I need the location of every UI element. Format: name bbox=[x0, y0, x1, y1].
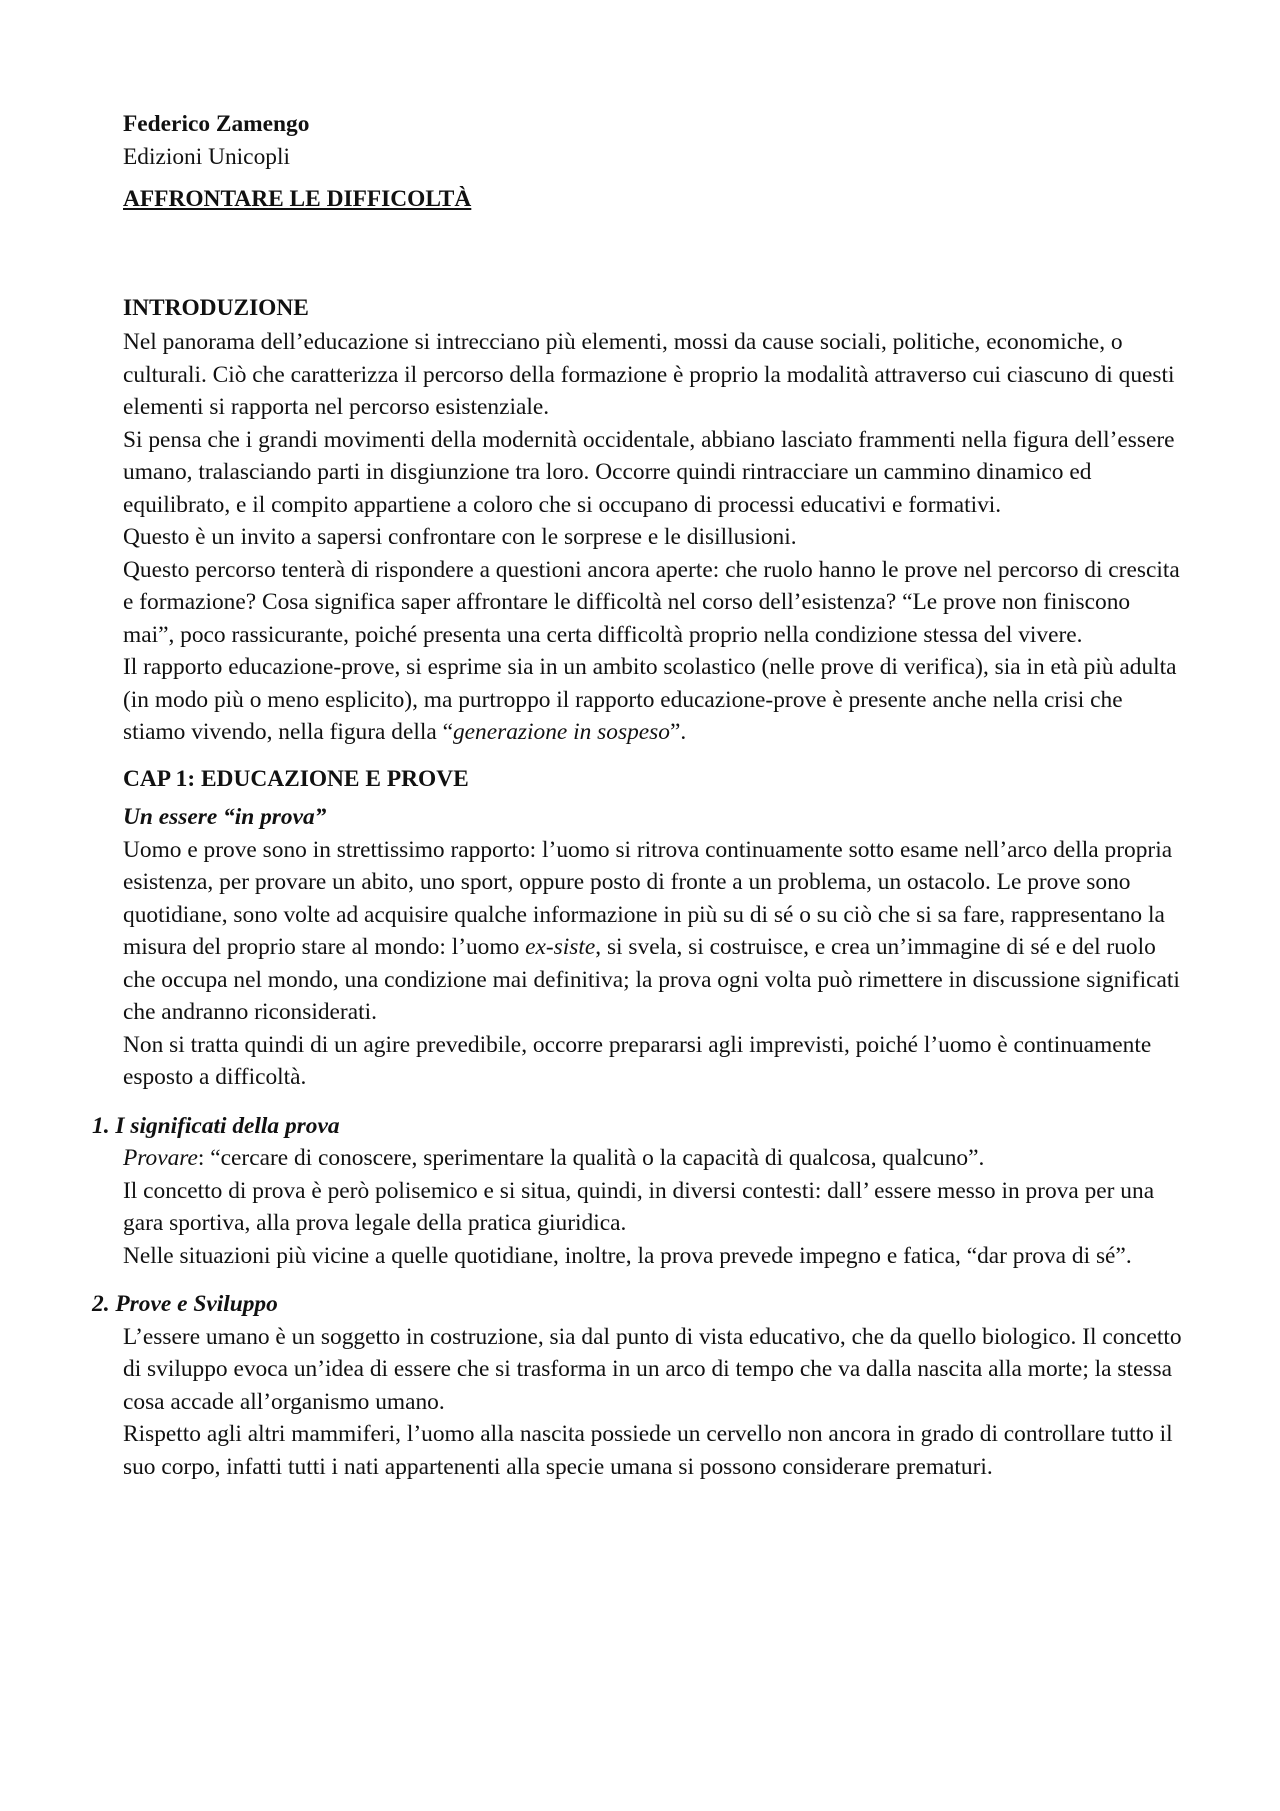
section-2-heading: 2. Prove e Sviluppo bbox=[92, 1291, 278, 1317]
section-1-definition bbox=[123, 1142, 1183, 1175]
section-1-heading: 1. I significati della prova bbox=[92, 1112, 340, 1139]
intro-text: Il rapporto educazione-prove, si esprime sia in un ambito scolastico (nelle prove di verifica), sia in età più adulta (in modo più o meno esplicito), ma purtroppo il rapporto educazione-prove è presente anche nella crisi che stiamo vivendo, nella figura della “ bbox=[123, 654, 1177, 745]
section-1-paragraph-2: Nelle situazioni più vicine a quelle quotidiane, inoltre, la prova prevede impegno e fatica, “dar prova di sé”. bbox=[123, 1242, 1132, 1269]
chapter-1-paragraph-1 bbox=[123, 834, 1183, 1029]
section-2-paragraph-2: Rispetto agli altri mammiferi, l’uomo alla nascita possiede un cervello non ancora in grado di controllare tutto il suo corpo, infatti tutti i nati appartenenti alla specie umana si possono considerare prematuri. bbox=[123, 1421, 1173, 1480]
intro-paragraph-4: Questo percorso tenterà di rispondere a questioni ancora aperte: che ruolo hanno le prove nel percorso di crescita e formazione? Cosa significa saper affrontare le difficoltà nel corso dell’esistenza? “Le prove non finiscono mai”, poco rassicurante, poiché presenta una certa difficoltà proprio nella condizione stessa del vivere. bbox=[123, 556, 1180, 648]
chapter-1-text: Uomo e prove sono in strettissimo rapporto: l’uomo si ritrova continuamente sotto esame nell’arco della propria esistenza, per provare un abito, uno sport, oppure posto di fronte a un problema, un ostacolo. Le prove sono quotidiane, sono volte ad acquisire qualche informazione in più su di sé o su ciò che si sa fare, rappresentano la misura del proprio stare al mondo: l’uomo bbox=[123, 836, 1173, 960]
document-page bbox=[92, 108, 1183, 1483]
intro-heading: INTRODUZIONE bbox=[123, 294, 309, 321]
intro-paragraph-5 bbox=[123, 651, 1183, 749]
chapter-1-paragraph-2: Non si tratta quindi di un agire prevedibile, occorre prepararsi agli imprevisti, poiché l’uomo è continuamente esposto a difficoltà. bbox=[123, 1031, 1152, 1090]
intro-italic-phrase: generazione in sospeso bbox=[452, 719, 670, 745]
author-name: Federico Zamengo bbox=[123, 111, 310, 137]
definition-term: Provare bbox=[123, 1145, 198, 1171]
intro-text-end: ”. bbox=[669, 719, 687, 745]
document-title: AFFRONTARE LE DIFFICOLTÀ bbox=[123, 186, 472, 212]
intro-paragraph-1: Nel panorama dell’educazione si intrecciano più elementi, mossi da cause sociali, politiche, economiche, o culturali. Ciò che caratterizza il percorso della formazione è proprio la modalità attraverso cui ciascuno di questi elementi si rapporta nel percorso esistenziale. bbox=[123, 329, 1175, 420]
intro-paragraph-3: Questo è un invito a sapersi confrontare con le sorprese e le disillusioni. bbox=[123, 524, 797, 550]
chapter-1-subheading: Un essere “in prova” bbox=[123, 804, 327, 830]
chapter-1-italic-term: ex-siste bbox=[525, 934, 596, 960]
chapter-1-text-end: , si svela, si costruisce, e crea un’immagine di sé e del ruolo che occupa nel mondo, una condizione mai definitiva; la prova ogni volta può rimettere in discussione significati che andranno riconsiderati. bbox=[123, 934, 1180, 1025]
intro-paragraph-2: Si pensa che i grandi movimenti della modernità occidentale, abbiano lasciato frammenti nella figura dell’essere umano, tralasciando parti in disgiunzione tra loro. Occorre quindi rintracciare un cammino dinamico ed equilibrato, e il compito appartiene a coloro che si occupano di processi educativi e formativi. bbox=[123, 426, 1175, 518]
chapter-1-heading: CAP 1: EDUCAZIONE E PROVE bbox=[123, 765, 469, 792]
definition-text: : “cercare di conoscere, sperimentare la qualità o la capacità di qualcosa, qualcuno”. bbox=[197, 1145, 985, 1171]
publisher-name: Edizioni Unicopli bbox=[123, 143, 290, 170]
section-2-paragraph-1: L’essere umano è un soggetto in costruzione, sia dal punto di vista educativo, che da quello biologico. Il concetto di sviluppo evoca un’idea di essere che si trasforma in un arco di tempo che va dalla nascita alla morte; la stessa cosa accade all’organismo umano. bbox=[123, 1323, 1182, 1415]
section-1-paragraph-1: Il concetto di prova è però polisemico e si situa, quindi, in diversi contesti: dall’ essere messo in prova per una gara sportiva, alla prova legale della pratica giuridica. bbox=[123, 1177, 1155, 1236]
